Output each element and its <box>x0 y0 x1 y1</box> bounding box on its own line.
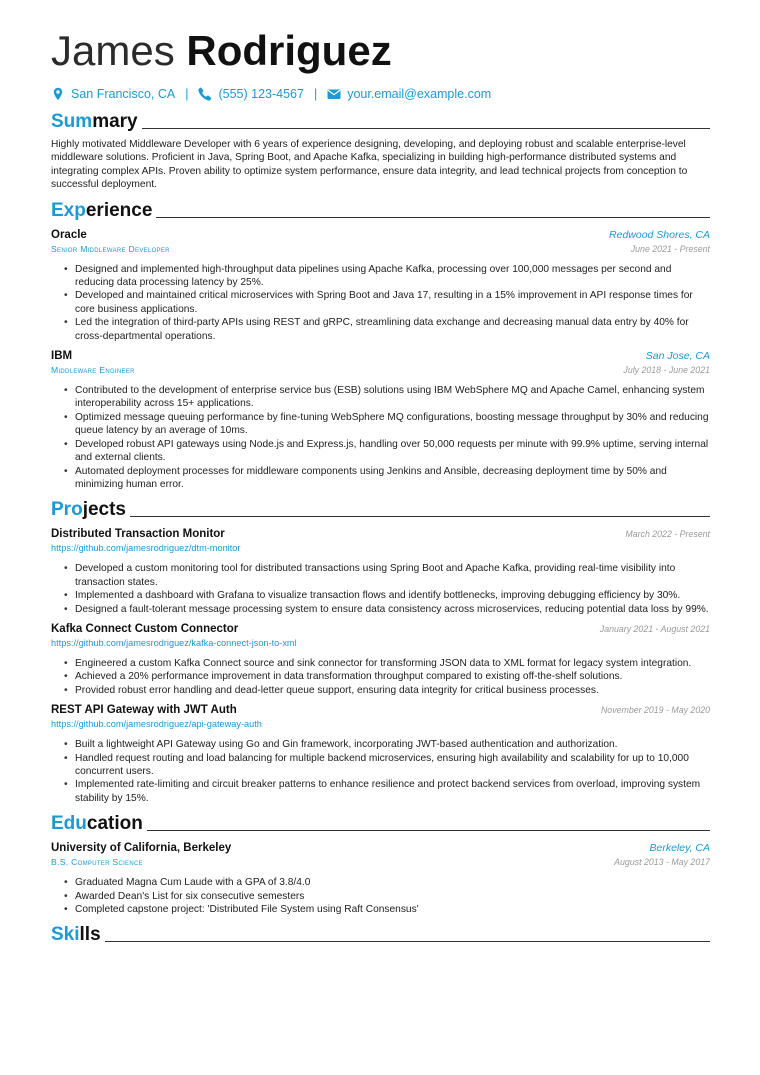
job-location: San Jose, CA <box>645 350 710 363</box>
job-dates: July 2018 - June 2021 <box>623 365 710 376</box>
list-item: • Developed a custom monitoring tool for distributed transactions using Spring Boot and Apache Kafka, providing real-time visibility into transaction states. <box>75 562 710 589</box>
list-item: • Implemented rate-limiting and circuit breaker patterns to enhance resilience and protect backend services from overload, improving system stability by 15%. <box>75 778 710 805</box>
first-name: James <box>51 27 175 74</box>
email-link[interactable]: your.email@example.com <box>347 87 492 101</box>
section-summary <box>51 109 710 133</box>
section-rule <box>147 830 710 831</box>
experience-entry <box>51 228 710 343</box>
project-name: Kafka Connect Custom Connector <box>51 622 239 635</box>
list-item: • Completed capstone project: 'Distributed File System using Raft Consensus' <box>75 903 710 916</box>
list-item: • Designed and implemented high-throughput data pipelines using Apache Kafka, processing over 100,000 messages per second and reducing data processing latency by 25%. <box>75 263 710 290</box>
bullet-list <box>51 562 710 616</box>
company-name: IBM <box>51 350 73 363</box>
bullet-list <box>51 263 710 343</box>
list-item: • Optimized message queuing performance by fine-tuning WebSphere MQ configurations, boosting message throughput by 30% and reducing queue latency by an average of 10ms. <box>75 411 710 438</box>
last-name: Rodriguez <box>186 27 392 74</box>
section-title: Skills <box>51 924 101 946</box>
job-title: Senior Middleware Developer <box>51 243 170 254</box>
section-title: Summary <box>51 111 138 132</box>
section-rule <box>130 516 710 517</box>
section-rule <box>156 217 710 218</box>
contact-separator: | <box>313 87 318 101</box>
contact-bar <box>51 85 710 103</box>
company-name: Oracle <box>51 228 87 241</box>
degree: B.S. Computer Science <box>51 857 143 868</box>
phone-text: (555) 123-4567 <box>218 87 304 101</box>
section-title: Projects <box>51 499 126 521</box>
project-name: Distributed Transaction Monitor <box>51 528 225 541</box>
section-education <box>51 811 710 835</box>
job-location: Redwood Shores, CA <box>609 228 710 241</box>
list-item: • Engineered a custom Kafka Connect source and sink connector for transforming JSON data to XML format for legacy system integration. <box>75 657 710 670</box>
location-text: San Francisco, CA <box>71 87 176 101</box>
list-item: • Graduated Magna Cum Laude with a GPA of 3.8/4.0 <box>75 876 710 889</box>
envelope-icon <box>327 87 341 101</box>
experience-entry <box>51 349 710 491</box>
section-rule <box>105 941 710 942</box>
section-rule <box>142 128 710 129</box>
list-item: • Handled request routing and load balancing for multiple backend microservices, ensuring high availability and scalability for up to 10,000 concurrent users. <box>75 752 710 779</box>
section-skills <box>51 922 710 946</box>
project-entry <box>51 527 710 616</box>
job-dates: June 2021 - Present <box>630 243 710 254</box>
project-dates: March 2022 - Present <box>625 529 710 540</box>
school-name: University of California, Berkeley <box>51 842 232 855</box>
list-item: • Implemented a dashboard with Grafana to visualize transaction flows and identify bottlenecks, improving debugging efficiency by 30%. <box>75 589 710 602</box>
phone-icon <box>198 87 212 101</box>
list-item: • Automated deployment processes for middleware components using Jenkins and Ansible, decreasing deployment time by 50% and minimizing human error. <box>75 465 710 492</box>
list-item: • Awarded Dean's List for six consecutive semesters <box>75 890 710 903</box>
project-name: REST API Gateway with JWT Auth <box>51 704 237 717</box>
bullet-list <box>51 738 710 805</box>
candidate-name <box>51 28 710 74</box>
bullet-list <box>51 657 710 697</box>
list-item: • Developed and maintained critical microservices with Spring Boot and Java 17, resulting in a 15% improvement in API response times for core business applications. <box>75 289 710 316</box>
contact-separator: | <box>185 87 189 101</box>
section-projects <box>51 497 710 521</box>
project-link[interactable]: https://github.com/jamesrodriguez/api-gateway-auth <box>51 719 262 730</box>
list-item: • Built a lightweight API Gateway using Go and Gin framework, incorporating JWT-based authentication and authorization. <box>75 738 710 751</box>
list-item: • Provided robust error handling and dead-letter queue support, ensuring data integrity for critical business processes. <box>75 684 710 697</box>
list-item: • Designed a fault-tolerant message processing system to ensure data consistency across microservices, reducing potential data loss by 99%. <box>75 603 710 616</box>
project-link[interactable]: https://github.com/jamesrodriguez/dtm-monitor <box>51 543 241 554</box>
project-dates: January 2021 - August 2021 <box>599 623 710 634</box>
education-dates: August 2013 - May 2017 <box>614 857 710 868</box>
project-link[interactable]: https://github.com/jamesrodriguez/kafka-connect-json-to-xml <box>51 637 297 648</box>
summary-text: Highly motivated Middleware Developer with 6 years of experience designing, developing, and deploying robust and scalable enterprise-level middleware solutions. Proficient in Java, Spring Boot, and Apache Kafka, specializing in building high-performance distributed systems and integrating complex APIs. Proven ability to optimize system performance, ensure data integrity, and lead technical projects from conception to successful deployment. <box>51 139 688 191</box>
project-entry <box>51 622 710 697</box>
list-item: • Developed robust API gateways using Node.js and Express.js, handling over 50,000 requests per minute with 99.9% uptime, serving internal and external clients. <box>75 438 710 465</box>
bullet-list <box>51 876 710 916</box>
list-item: • Led the integration of third-party APIs using REST and gRPC, streamlining data exchange and decreasing manual data entry by 40% for cross-departmental operations. <box>75 316 710 343</box>
project-entry <box>51 703 710 805</box>
education-entry <box>51 841 710 916</box>
job-title: Middleware Engineer <box>51 365 135 376</box>
list-item: • Contributed to the development of enterprise service bus (ESB) solutions using IBM WebSphere MQ and Apache Camel, enhancing system interoperability across 15+ applications. <box>75 384 710 411</box>
location-pin-icon <box>51 87 65 101</box>
section-title: Education <box>51 813 143 835</box>
school-location: Berkeley, CA <box>649 842 710 855</box>
section-experience <box>51 198 710 222</box>
project-dates: November 2019 - May 2020 <box>600 705 710 716</box>
section-title: Experience <box>51 199 153 221</box>
bullet-list <box>51 384 710 491</box>
list-item: • Achieved a 20% performance improvement in data transformation throughput compared to existing off-the-shelf solutions. <box>75 670 710 683</box>
